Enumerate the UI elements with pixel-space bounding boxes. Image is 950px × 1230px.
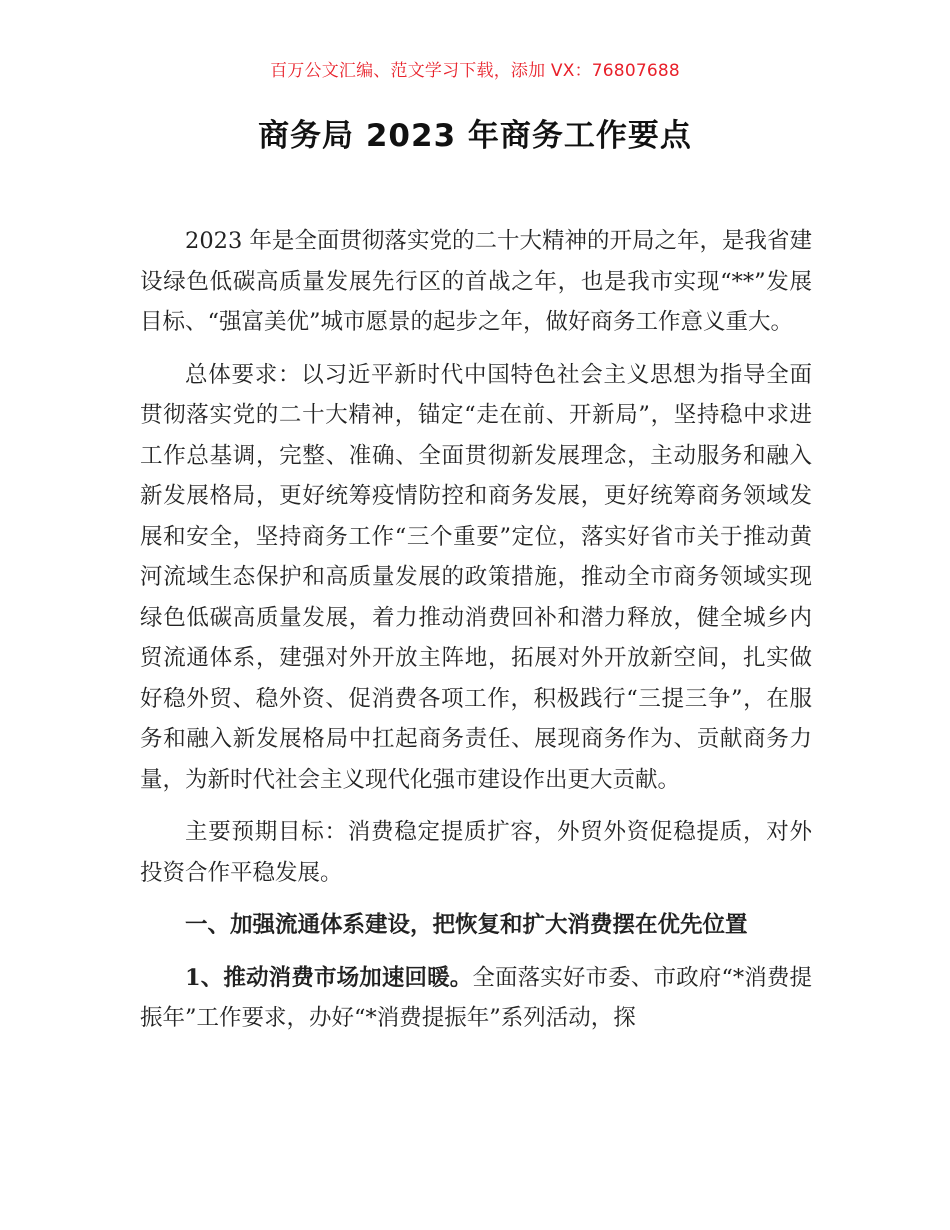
- item-1-lead: 1、推动消费市场加速回暖。: [185, 964, 473, 991]
- paragraph-expected-targets: 主要预期目标：消费稳定提质扩容，外贸外资促稳提质，对外投资合作平稳发展。: [140, 819, 812, 886]
- item-1-text: 全面落实好市委、市政府“*消费提振年”工作要求，办好“*消费提振年”系列活动，探: [140, 964, 812, 1031]
- document-title: 商务局 2023 年商务工作要点: [258, 118, 692, 154]
- watermark-banner: 百万公文汇编、范文学习下载，添加 VX：76807688: [270, 61, 680, 81]
- document-body: [140, 221, 812, 1051]
- paragraph-general-requirements: 总体要求：以习近平新时代中国特色社会主义思想为指导全面贯彻落实党的二十大精神，锚定“走在前、开新局”，坚持稳中求进工作总基调，完整、准确、全面贯彻新发展理念，主动服务和融入新发展格局，更好统筹疫情防控和商务发展，更好统筹商务领域发展和安全，坚持商务工作“三个重要”定位，落实好省市关于推动黄河流域生态保护和高质量发展的政策措施，推动全市商务领域实现绿色低碳高质量发展，着力推动消费回补和潜力释放，健全城乡内贸流通体系，建强对外开放主阵地，拓展对外开放新空间，扎实做好稳外贸、稳外资、促消费各项工作，积极践行“三提三争”，在服务和融入新发展格局中扛起商务责任、展现商务作为、贡献商务力量，为新时代社会主义现代化强市建设作出更大贡献。: [140, 361, 812, 793]
- paragraph-intro: 2023 年是全面贯彻落实党的二十大精神的开局之年，是我省建设绿色低碳高质量发展先行区的首战之年，也是我市实现“**”发展目标、“强富美优”城市愿景的起步之年，做好商务工作意义重大。: [140, 228, 812, 335]
- paragraph-item-1: [140, 958, 812, 1039]
- section-heading-1: 一、加强流通体系建设，把恢复和扩大消费摆在优先位置: [185, 912, 748, 938]
